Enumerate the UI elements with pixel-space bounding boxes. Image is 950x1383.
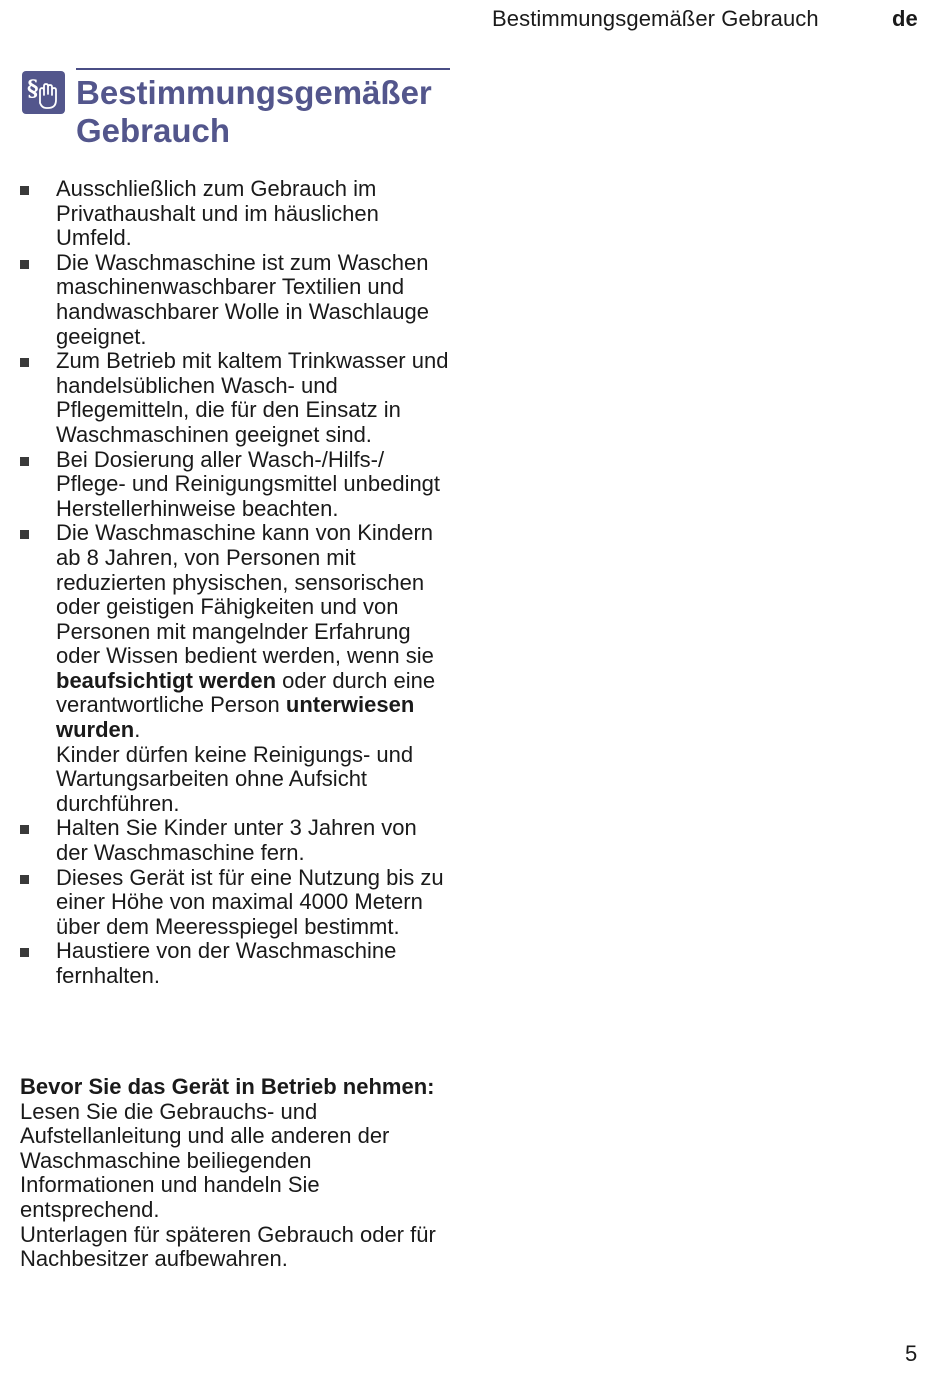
closing-paragraph [20, 1075, 450, 1272]
list-item-text: Bei Dosierung aller Wasch-/Hilfs-/ Pflege- und Reinigungsmittel unbedingt Herstellerhinweise beachten. [56, 446, 441, 521]
bullet-square-icon [20, 260, 29, 269]
list-item [20, 866, 450, 940]
paragraph-hand-icon [22, 71, 65, 114]
bullet-square-icon [20, 186, 29, 195]
list-item-text: Halten Sie Kinder unter 3 Jahren von der Waschmaschine fern. [56, 815, 417, 866]
list-item-text: oder durch eine verantwortliche Person [56, 667, 436, 718]
list-item-text: Haustiere von der Waschmaschine fernhalten. [56, 938, 397, 988]
section-heading-line1: Bestimmungsgemäßer [76, 74, 432, 111]
list-item-text: Zum Betrieb mit kaltem Trinkwasser und handelsüblichen Wasch- und Pflegemitteln, die für den Einsatz in Waschmaschinen geeignet sind. [56, 348, 449, 447]
closing-storage-note: Unterlagen für späteren Gebrauch oder für Nachbesitzer aufbewahren. [20, 1221, 436, 1272]
bullet-square-icon [20, 825, 29, 834]
list-item [20, 349, 450, 447]
list-item [20, 448, 450, 522]
section-heading [76, 74, 432, 150]
list-item-text: Die Waschmaschine kann von Kindern ab 8 Jahren, von Personen mit reduzierten physischen, sensorischen oder geistigen Fähigkeiten und von Personen mit mangelnder Erfahrung oder Wissen bedient werden, wenn sie [56, 520, 434, 669]
list-item-emphasis: unterwiesen wurden [56, 692, 415, 743]
bullet-square-icon [20, 457, 29, 466]
running-header-title: Bestimmungsgemäßer Gebrauch [492, 6, 819, 31]
list-item-text: Die Waschmaschine ist zum Waschen maschinenwaschbarer Textilien und handwaschbarer Wolle in Waschlauge geeignet. [56, 249, 429, 349]
list-item [20, 939, 450, 988]
bullet-square-icon [20, 948, 29, 957]
language-code: de [892, 6, 918, 31]
bullet-square-icon [20, 875, 29, 884]
list-item-text: Kinder dürfen keine Reinigungs- und Wartungsarbeiten ohne Aufsicht durchführen. [56, 741, 414, 816]
list-item [20, 177, 450, 251]
closing-instructions [20, 1075, 450, 1223]
heading-rule [76, 68, 450, 70]
bullet-square-icon [20, 530, 29, 539]
intended-use-list [20, 177, 450, 989]
list-item-emphasis: beaufsichtigt werden [56, 667, 277, 693]
section-heading-line2: Gebrauch [76, 112, 231, 149]
page-number: 5 [905, 1341, 918, 1366]
list-item [20, 816, 450, 865]
bullet-square-icon [20, 358, 29, 367]
list-item-text: Dieses Gerät ist für eine Nutzung bis zu einer Höhe von maximal 4000 Metern über dem Meeresspiegel bestimmt. [56, 864, 444, 939]
closing-text: Lesen Sie die Gebrauchs- und Aufstellanleitung und alle anderen der Waschmaschine beiliegenden Informationen und handeln Sie entsprechend. [20, 1098, 390, 1222]
svg-text:§: § [27, 76, 39, 102]
list-item [20, 251, 450, 349]
closing-lead: Bevor Sie das Gerät in Betrieb nehmen: [20, 1074, 435, 1099]
list-item-text: . [134, 717, 141, 743]
list-item-text: Ausschließlich zum Gebrauch im Privathaushalt und im häuslichen Umfeld. [56, 176, 379, 251]
list-item [20, 521, 450, 816]
